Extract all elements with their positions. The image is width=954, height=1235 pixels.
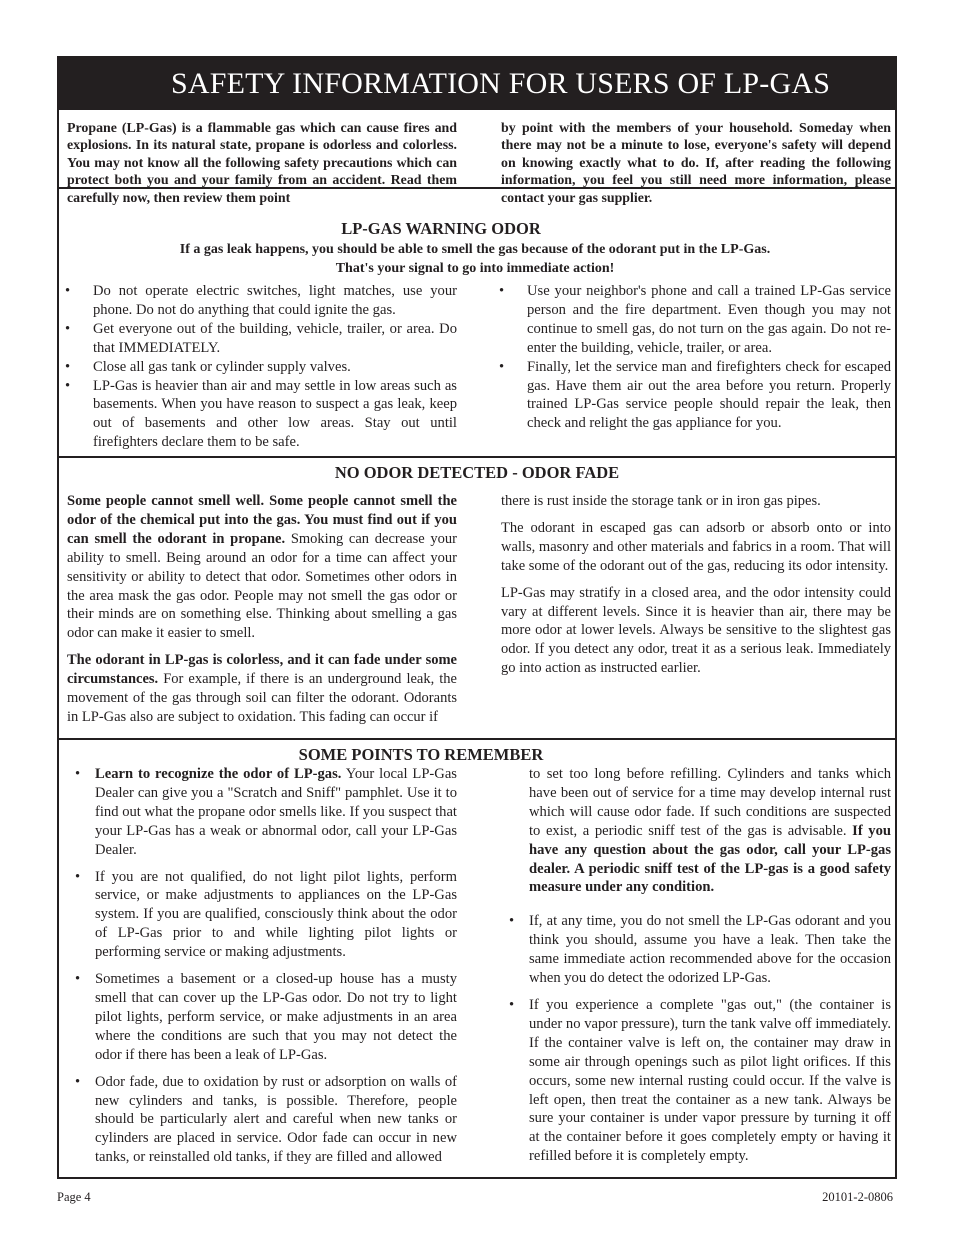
warning-heading: LP-GAS WARNING ODOR: [341, 219, 541, 238]
odor-heading: NO ODOR DETECTED - ODOR FADE: [334, 463, 620, 482]
point-1-bold: Learn to recognize the odor of LP-gas.: [95, 766, 342, 782]
document-code: 20101-2-0806: [822, 1190, 893, 1204]
list-item: • If you experience a complete "gas out," (the container is under no vapor pressure), turn the tank valve off immediately. If the container valve is left on, the container may draw in some air through openings such as pilot light orifices. If this occurs, some new internal rusting could occur. If the valve is left open, then treat the container as a new tank. Always be sure your container is under vapor pressure by turning it off at the container before it goes completely empty or having it refilled before it is completely empty.: [501, 996, 891, 1166]
point-1-text: Your local LP-Gas Dealer can give you a "Scratch and Sniff" pamphlet. Use it to find out what the propane odor smells like. If you suspect that your LP-Gas has a weak or abnormal odor, call your LP-Gas Dealer.: [95, 766, 457, 858]
odor-paragraph-4: The odorant in escaped gas can adsorb or absorb onto or into walls, masonry and other materials and fabrics in a room. That will take some of the odorant out of the gas, reducing its odor intensity.: [501, 519, 891, 574]
odor-fade-section: [59, 456, 895, 738]
safety-document-frame: [57, 56, 897, 1179]
point-continued-text: to set too long before refilling. Cylinders and tanks which have been out of service for a time may develop internal rust which will cause odor fade. If such conditions are suspected to exist, a periodic sniff test of the gas is advisable.: [529, 766, 891, 839]
warning-left-column: [67, 282, 457, 452]
odor-left-column: [67, 492, 457, 735]
list-item: [67, 765, 457, 860]
point-continued-bold: If you have any question about the gas odor, call your LP-gas dealer. A periodic sniff test of the LP-gas is a good safety measure under any condition.: [529, 822, 891, 896]
list-item: • Get everyone out of the building, vehicle, trailer, or area. Do that IMMEDIATELY.: [67, 320, 457, 358]
list-item: • If you are not qualified, do not light pilot lights, perform service, or make adjustments to appliances on the LP-Gas system. If you are qualified, consciously think about the odor of LP-Gas prior to and while lighting pilot lights or performing service or making adjustments.: [67, 868, 457, 963]
odor-paragraph-1-text: Smoking can decrease your ability to smell. Being around an odor for a time can affect your sensitivity or ability to detect that odor. Sometimes other odors in the area mask the gas odor. People may not smell the gas odor or their minds are on something else. Thinking about smelling a gas odor can make it easier to smell.: [67, 530, 457, 642]
odor-right-column: [501, 492, 891, 686]
list-item: • Finally, let the service man and firefighters check for escaped gas. Have them air out the area before you return. Properly trained LP-Gas service people should repair the leak, then check and relight the gas appliance for you.: [501, 358, 891, 434]
list-item: • If, at any time, you do not smell the LP-Gas odorant and you think you should, assume you have a leak. Then take the same immediate action recommended above for the occasion when you do detect the odorized LP-Gas.: [501, 912, 891, 988]
points-left-column: [67, 765, 457, 1167]
points-right-column: [501, 765, 891, 1166]
list-item: • LP-Gas is heavier than air and may settle in low areas such as basements. When you have reason to suspect a gas leak, keep out of basements and other low areas. Stay out until firefighters declare them to be safe.: [67, 377, 457, 453]
page-title: SAFETY INFORMATION FOR USERS OF LP-GAS: [59, 58, 895, 110]
odor-paragraph-3: there is rust inside the storage tank or in iron gas pipes.: [501, 493, 821, 509]
warning-subheading-1: If a gas leak happens, you should be able to smell the gas because of the odorant put in the LP-Gas.: [179, 242, 771, 257]
odor-paragraph-2: [67, 651, 457, 727]
odor-paragraph-1: [67, 492, 457, 643]
list-item: • Odor fade, due to oxidation by rust or adsorption on walls of new cylinders and tanks, is possible. Therefore, people should be particularly alert and careful when new tanks or cylinders are placed in service. Odor fade can occur in new tanks, or reinstalled old tanks, if they are filled and allowed: [67, 1073, 457, 1168]
warning-right-column: [501, 282, 891, 433]
points-heading: SOME POINTS TO REMEMBER: [298, 745, 544, 764]
point-continued: [501, 765, 891, 897]
list-item: • Sometimes a basement or a closed-up house has a musty smell that can cover up the LP-Gas odor. Do not try to light pilot lights, perform service, or make adjustments in an area where the conditions are such that you may not detect the odor if there has been a leak of LP-Gas.: [67, 970, 457, 1065]
list-item: • Close all gas tank or cylinder supply valves.: [67, 358, 457, 377]
odor-paragraph-5: LP-Gas may stratify in a closed area, and the odor intensity could vary at different levels. Since it is heavier than air, there may be more odor at lower levels. Always be sensitive to the slightest gas odor. If you detect any odor, treat it as a serious leak. Immediately go into action as instructed earlier.: [501, 584, 891, 677]
intro-section: [59, 110, 895, 206]
warning-odor-section: [59, 187, 895, 456]
list-item: • Do not operate electric switches, light matches, use your phone. Do not do anything that could ignite the gas.: [67, 282, 457, 320]
warning-subheading-2: That's your signal to go into immediate action!: [335, 261, 615, 276]
odor-paragraph-2-text: For example, if there is an underground leak, the movement of the gas through soil can filter the odorant. Odorants in LP-Gas also are subject to oxidation. This fading can occur if: [67, 671, 457, 725]
intro-right-text: by point with the members of your household. Someday when there may not be a minute to lose, everyone's safety will depend on knowing exactly what to do. If, after reading the following information, you feel you still need more information, please contact your gas supplier.: [501, 121, 891, 206]
intro-left-text: Propane (LP-Gas) is a flammable gas which can cause fires and explosions. In its natural state, propane is odorless and colorless. You may not know all the following safety precautions which can protect both you and your family from an accident. Read them carefully now, then review them point: [67, 121, 457, 206]
odor-paragraph-2-bold: The odorant in LP-gas is colorless, and it can fade under some circumstances.: [67, 652, 457, 688]
odor-paragraph-1-bold: Some people cannot smell well. Some people cannot smell the odor of the chemical put into the gas. You must find out if you can smell the odorant in propane.: [67, 493, 457, 547]
list-item: • Use your neighbor's phone and call a trained LP-Gas service person and the fire department. Even though you may not continue to smell gas, do not turn on the gas again. Do not re-enter the building, vehicle, trailer, or area.: [501, 282, 891, 358]
page-number: Page 4: [57, 1190, 91, 1204]
points-to-remember-section: [59, 738, 895, 1177]
